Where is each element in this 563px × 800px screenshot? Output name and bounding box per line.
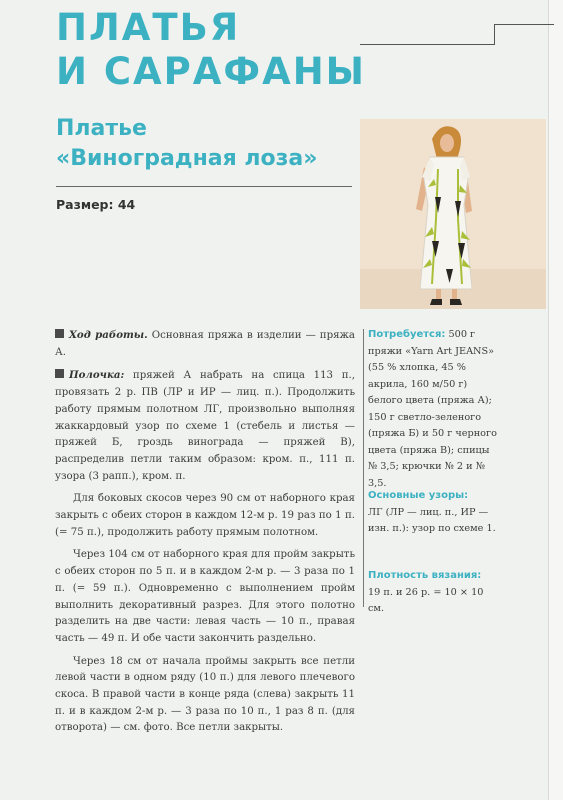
- shoulder-paragraph: Через 18 см от начала проймы закрыть все петли левой части в одном ряду (10 п.) для левого плечевого скоса. В правой части в конце ряда (слева) закрыть 11 п. и в каждом 2-м р. — 3 раза по 10 п., 1 раз 8 п. (для отворота) — см. фото. Все петли закрыты.: [55, 655, 355, 734]
- armholes-paragraph: Через 104 см от наборного края для пройм закрыть с обеих сторон по 5 п. и в каждом 2-м р. — 3 раза по 1 п. (= 59 п.). Одновременно с выполнением пройм выполнить декоративный разрез. Для этого полотно разделить на две части: левая часть — 10 п., правая часть — 49 п. И обе части закончить раздельно.: [55, 549, 355, 644]
- work-label: Ход работы.: [69, 329, 148, 341]
- size-label: Размер: 44: [56, 197, 136, 212]
- column-divider: [363, 329, 364, 607]
- instructions-column: [55, 327, 355, 743]
- section-title-line2: И САРАФАНЫ: [56, 50, 367, 93]
- density-text: 19 п. и 26 р. = 10 × 10 см.: [368, 586, 484, 614]
- dress-title: [56, 114, 317, 174]
- bullet-square-icon: [55, 369, 64, 378]
- title-rule-tick: [494, 24, 495, 45]
- section-title-line1: ПЛАТЬЯ: [56, 6, 241, 49]
- dress-title-line1: Платье: [56, 116, 147, 141]
- section-title: [56, 6, 366, 94]
- required-block: [368, 327, 498, 492]
- shelf-text: пряжей А набрать на спица 113 п., провязать 2 р. ПВ (ЛР и ИР — лиц. п.). Продолжить работу прямым полотном ЛГ, произвольно выполняя жаккардовый узор по схеме 1 (стебель и листья — пряжей Б, гроздь винограда — пряжей В), распределив петли таким образом: кром. п., 111 п. узора (3 рапп.), кром. п.: [55, 370, 355, 482]
- dress-title-line2: «Виноградная лоза»: [56, 146, 318, 171]
- required-heading: Потребуется:: [368, 329, 446, 340]
- work-text: Основная пряжа в изделии — пряжа А.: [55, 330, 355, 358]
- density-heading: Плотность вязания:: [368, 570, 482, 581]
- patterns-text: ЛГ (ЛР — лиц. п., ИР — изн. п.): узор по схеме 1.: [368, 506, 496, 534]
- title-rule: [360, 44, 494, 45]
- title-rule-top: [494, 24, 554, 25]
- dress-illustration: [360, 119, 546, 309]
- shelf-paragraph: [55, 367, 355, 485]
- required-text: 500 г пряжи «Yarn Art JEANS» (55 % хлопка, 45 % акрила, 160 м/50 г) белого цвета (пряжа А); 150 г светло-зеленого (пряжа Б) и 50 г черного цвета (пряжа В); спицы № 3,5; крючки № 2 и № 3,5.: [368, 329, 497, 489]
- page-binding: [548, 0, 563, 800]
- side-bevels-paragraph: Для боковых скосов через 90 см от наборного края закрыть с обеих сторон в каждом 12-м р. 19 раз по 1 п. (= 75 п.), продолжить работу прямым полотном.: [55, 493, 355, 538]
- dress-title-rule: [56, 186, 352, 187]
- work-paragraph: [55, 327, 355, 361]
- density-block: [368, 568, 498, 618]
- patterns-block: [368, 488, 498, 538]
- dress-photo: [360, 119, 546, 309]
- patterns-heading: Основные узоры:: [368, 490, 469, 501]
- bullet-square-icon: [55, 329, 64, 338]
- shelf-label: Полочка:: [69, 369, 125, 382]
